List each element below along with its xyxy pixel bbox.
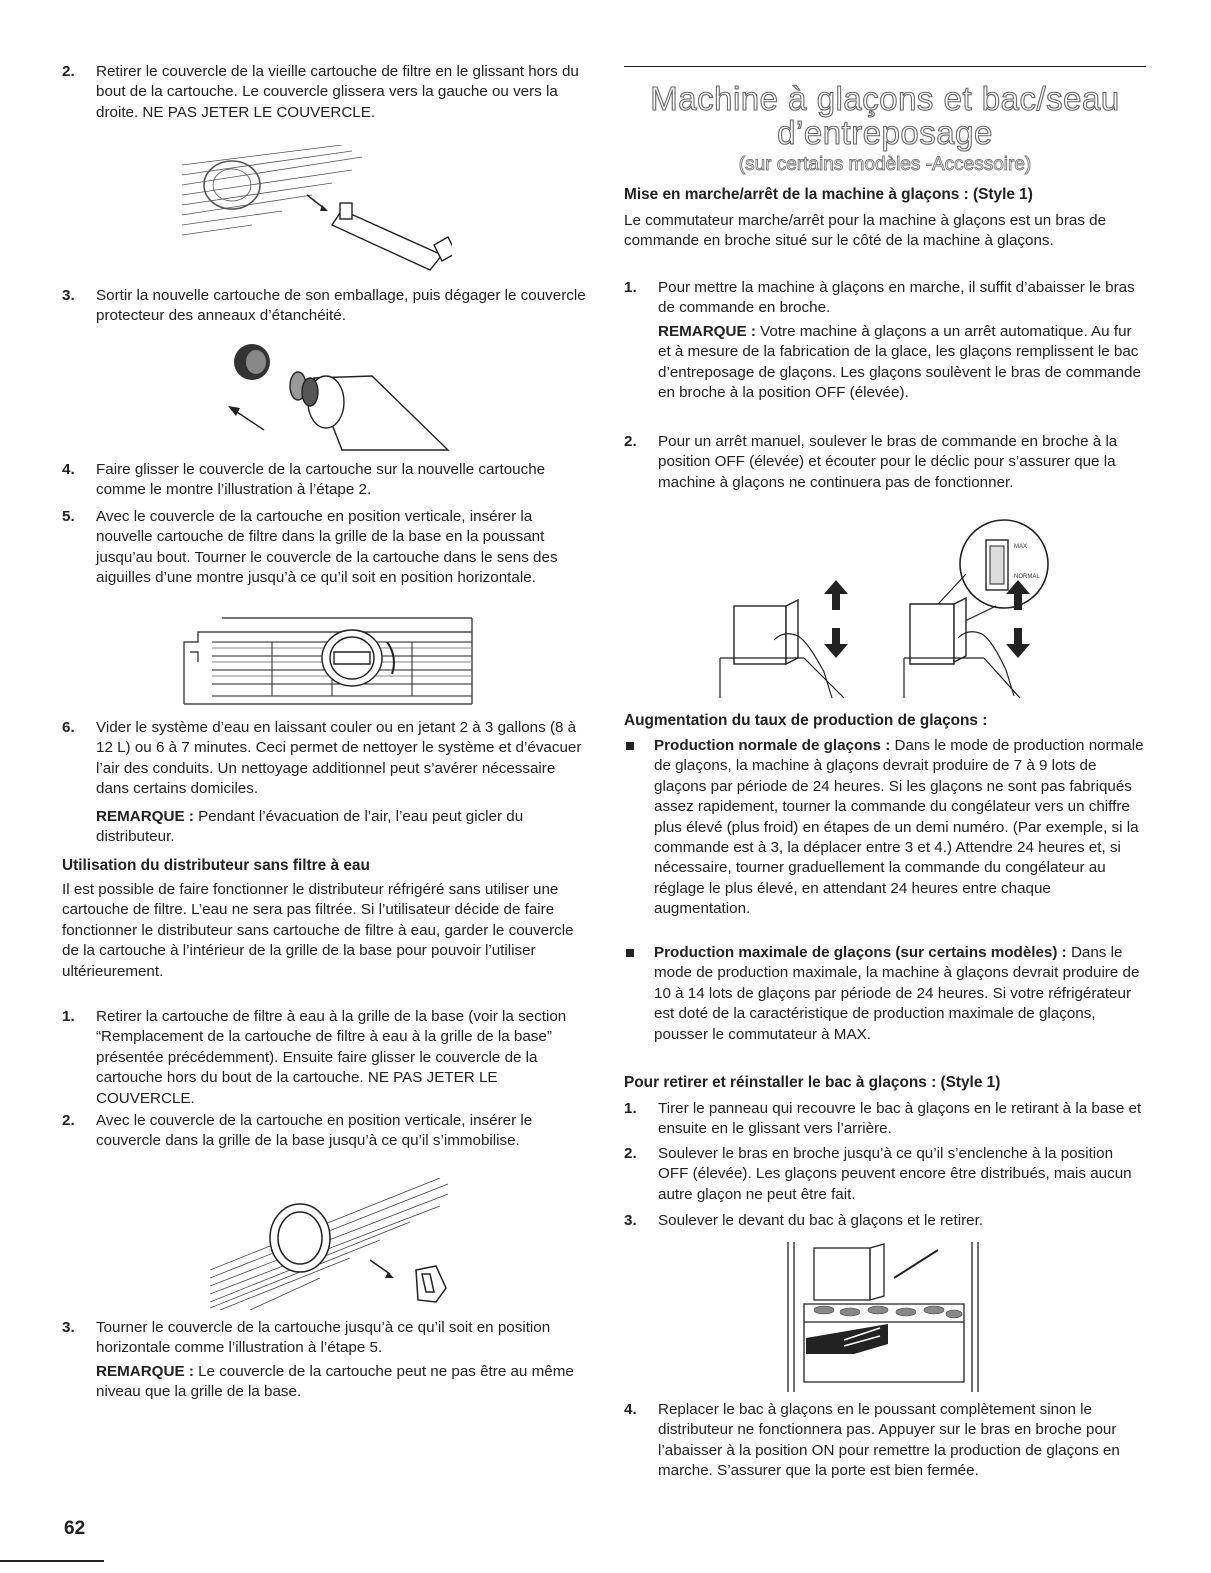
step-number: 3. [624,1212,637,1229]
bullet-body: Dans le mode de production maximale, la machine à glaçons devrait produire de 10 à 14 lots de glaçons par période de 24 heures. Si votre réfrigérateur est doté de la caractéristique de production maximale de glaçons, pousser le commutateur à MAX. [654,944,1140,1043]
list-item [624,1099,1146,1140]
step-text: Pour mettre la machine à glaçons en marche, il suffit d’abaisser le bras de commande en broche. [658,279,1135,317]
step-text: Retirer la cartouche de filtre à eau à la grille de la base (voir la section “Remplacement de la cartouche de filtre à eau à la grille de la base” présentée précédemment). Ensuite faire glisser le couvercle de la cartouche hors du bout de la cartouche. NE PAS JETER LE COUVERCLE. [96,1008,567,1107]
note [658,322,1146,404]
new-cartridge-illustration [222,340,462,458]
step-number: 3. [62,1319,75,1336]
list-item [624,1211,1146,1231]
step-text: Tourner le couvercle de la cartouche jusqu’à ce qu’il soit en position horizontale comme l’illustration à l’étape 5. [96,1319,551,1357]
note-label: REMARQUE : [658,323,756,340]
paragraph: Le commutateur marche/arrêt pour la machine à glaçons est un bras de commande en broche situé sur le côté de la machine à glaçons. [624,212,1107,250]
step-text: Soulever le devant du bac à glaçons et le retirer. [658,1212,984,1229]
list-item [624,1400,1146,1482]
bullet-label: Production maximale de glaçons (sur certains modèles) : [654,944,1067,961]
note-text: Votre machine à glaçons a un arrêt automatique. Au fur et à mesure de la fabrication de la glace, les glaçons remplissent le bac d’entreposage de glaçons. Les glaçons soulèvent le bras de commande en broche à la position OFF (élevée). [658,323,1141,402]
list-item [624,432,1146,493]
insert-cap-illustration [210,1178,455,1310]
remove-bin-illustration [784,1242,984,1394]
step-number: 2. [62,63,75,80]
list-item [62,1318,588,1359]
step-text: Soulever le bras en broche jusqu’à ce qu’il s’enclenche à la position OFF (élevée). Les glaçons peuvent encore être distribués, mais aucun autre glaçon ne peut être fait. [658,1145,1132,1203]
switch-max-label: MAX [1014,544,1028,550]
page-subtitle: (sur certains modèles -Accessoire) [738,154,1032,175]
footer-rule [0,1560,104,1562]
step-number: 4. [624,1401,637,1418]
bullet-body: Dans le mode de production normale de glaçons, la machine à glaçons devrait produire de 7 à 9 lots de glaçons par période de 24 heures. Si les glaçons ne sont pas fabriqués assez rapidement, tourner la commande du congélateur vers un chiffre plus élevé (plus froid) en étapes de un demi numéro. (Par exemple, si la commande est à 3, la déplacer entre 3 et 4.) Attendre 24 heures et, si nécessaire, tourner graduellement la commande du congélateur au réglage le plus élevé, en attendant 24 heures entre chaque augmentation. [654,737,1144,918]
step-number: 1. [62,1008,75,1025]
list-item [624,736,1146,920]
list-item [624,1144,1146,1205]
section-heading: Pour retirer et réinstaller le bac à glaçons : (Style 1) [624,1074,1001,1091]
note-text: Pendant l’évacuation de l’air, l’eau peut gicler du distributeur. [96,808,524,846]
note-text: Le couvercle de la cartouche peut ne pas être au même niveau que la grille de la base. [96,1363,574,1401]
page-title: Machine à glaçons et bac/seau [650,80,1120,117]
step-text: Sortir la nouvelle cartouche de son emballage, puis dégager le couvercle protecteur des anneaux d’étanchéité. [96,287,586,325]
switch-normal-label: NORMAL [1014,574,1040,580]
note-label: REMARQUE : [96,808,194,825]
section-rule [624,66,1146,67]
step-number: 2. [62,1112,75,1129]
step-text: Avec le couvercle de la cartouche en position verticale, insérer le couvercle dans la grille de la base jusqu’à ce qu’il s’immobilise. [96,1112,533,1150]
step-number: 4. [62,461,75,478]
list-item [62,286,588,327]
step-text: Faire glisser le couvercle de la cartouche sur la nouvelle cartouche comme le montre l’illustration à l’étape 2. [96,461,546,499]
list-item [62,1111,588,1152]
step-text: Pour un arrêt manuel, soulever le bras de commande en broche à la position OFF (élevée) et écouter pour le déclic pour s’assurer que la machine à glaçons ne continuera pas de fonctionner. [658,433,1118,491]
bullet-label: Production normale de glaçons : [654,737,891,754]
step-number: 2. [624,1145,637,1162]
bullet-text [654,943,1146,1045]
section-heading: Utilisation du distributeur sans filtre à eau [62,857,370,874]
step-text: Retirer le couvercle de la vieille cartouche de filtre en le glissant hors du bout de la cartouche. Le couvercle glissera vers la gauche ou vers la droite. NE PAS JETER LE COUVERCLE. [96,63,579,121]
step-text: Avec le couvercle de la cartouche en position verticale, insérer la nouvelle cartouche de filtre dans la grille de la base en la poussant jusqu’au bout. Tourner le couvercle de la cartouche dans le sens des aiguilles d’une montre jusqu’à ce qu’il soit en position horizontale. [96,508,558,587]
step-text: Vider le système d’eau en laissant couler ou en jetant 2 à 3 gallons (8 à 12 L) ou 6 à 7 minutes. Ceci permet de nettoyer le système et d’évacuer l’air des conduits. Un nettoyage additionnel peut s’avérer nécessaire dans certains domiciles. [96,719,582,798]
bullet-text [654,736,1146,920]
step-number: 1. [624,279,637,296]
note-label: REMARQUE : [96,1363,194,1380]
list-item [624,943,1146,1045]
step-number: 2. [624,433,637,450]
step-text: Tirer le panneau qui recouvre le bac à glaçons en le retirant à la base et ensuite en le glissant vers l’arrière. [658,1100,1142,1138]
list-item [624,278,1146,319]
bullet-icon [626,949,634,957]
list-item [62,507,588,589]
list-item [62,460,588,501]
bullet-icon [626,742,634,750]
list-item [62,718,588,800]
step-number: 3. [62,287,75,304]
icemaker-switch-illustration [714,518,1074,700]
section-heading: Augmentation du taux de production de glaçons : [624,712,988,729]
step-number: 6. [62,719,75,736]
step-number: 1. [624,1100,637,1117]
section-heading: Mise en marche/arrêt de la machine à glaçons : (Style 1) [624,186,1033,203]
base-grille-illustration [182,612,477,710]
page-number: 62 [64,1518,86,1539]
list-item [62,62,588,123]
page-title-line2: d’entreposage [777,114,993,151]
remove-cap-illustration [172,145,452,275]
paragraph: Il est possible de faire fonctionner le distributeur réfrigéré sans utiliser une cartouche de filtre. L’eau ne sera pas filtrée. Si l’utilisateur décide de faire fonctionner le distributeur sans cartouche de filtre à eau, garder le couvercle de la cartouche à l’intérieur de la grille de la base pour pouvoir l’utiliser ultérieurement. [62,881,574,980]
note [96,1362,588,1403]
list-item [62,1007,588,1109]
note [96,807,588,848]
step-number: 5. [62,508,75,525]
step-text: Replacer le bac à glaçons en le poussant complètement sinon le distributeur ne fonctionnera pas. Appuyer sur le bras en broche pour l’abaisser à la position ON pour remettre la production de glaçons en marche. S’assurer que la porte est bien fermée. [658,1401,1120,1480]
